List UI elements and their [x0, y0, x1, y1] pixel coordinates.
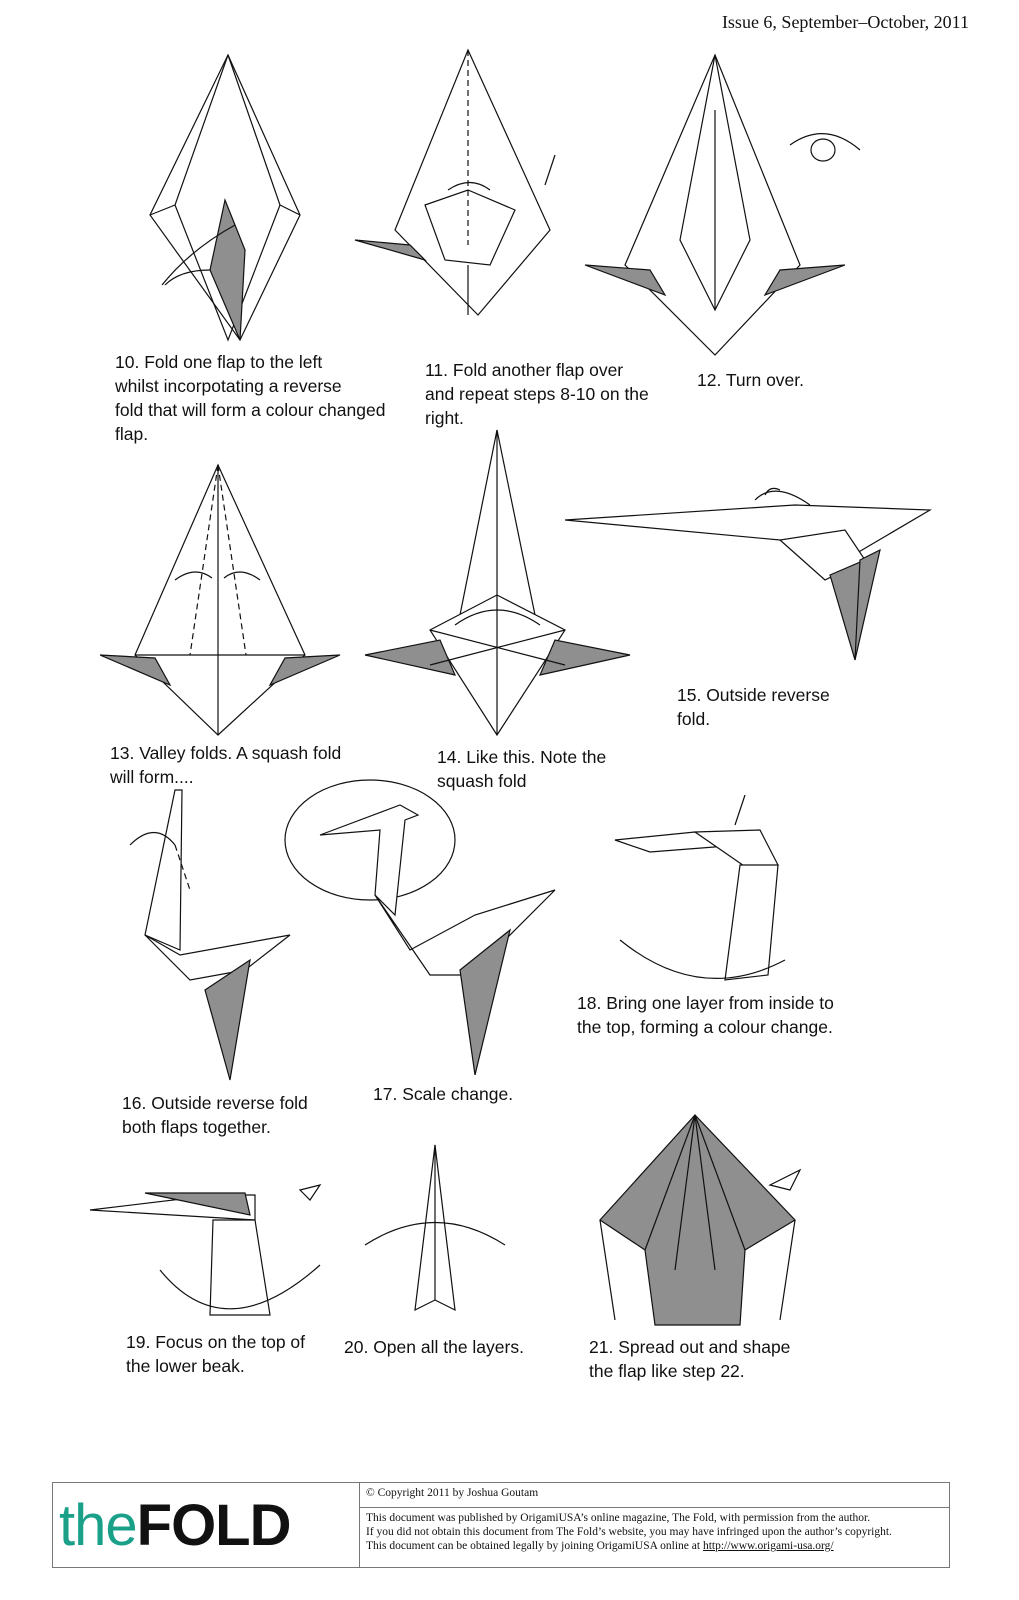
- step-17-caption: 17. Scale change.: [373, 1084, 514, 1104]
- logo-fold: FOLD: [136, 1492, 291, 1558]
- step-18-caption: 18. Bring one layer from inside to the top, forming a colour change.: [577, 993, 834, 1037]
- origami-usa-link[interactable]: http://www.origami-usa.org/: [702, 1540, 834, 1552]
- step-15-caption: 15. Outside reverse fold.: [677, 685, 830, 729]
- logo-the: the: [59, 1492, 137, 1558]
- step-19-caption: 19. Focus on the top of the lower beak.: [126, 1332, 306, 1376]
- obtain-notice: This document can be obtained legally by joining OrigamiUSA online at: [366, 1540, 703, 1552]
- diagram-step-15: [565, 480, 935, 670]
- diagram-step-11: [350, 45, 570, 325]
- step-13-caption: 13. Valley folds. A squash fold will form....: [110, 743, 342, 787]
- step-10-caption: 10. Fold one flap to the left whilst incorpotating a reverse fold that will form a colour changed flap.: [115, 352, 386, 444]
- step-20-caption: 20. Open all the layers.: [344, 1337, 524, 1357]
- diagram-step-21: [595, 1110, 810, 1335]
- diagram-step-19: [85, 1175, 330, 1325]
- the-fold-logo: [53, 1483, 360, 1567]
- step-21-caption: 21. Spread out and shape the flap like step 22.: [589, 1337, 791, 1381]
- issue-header: Issue 6, September–October, 2011: [721, 12, 969, 32]
- publish-notice: This document was published by OrigamiUSA’s online magazine, The Fold, with permission from the author.: [366, 1512, 871, 1524]
- diagram-step-17: [280, 775, 565, 1075]
- step-12-caption: 12. Turn over.: [697, 370, 805, 390]
- diagram-step-18: [610, 790, 860, 990]
- diagram-step-13: [100, 460, 345, 740]
- diagram-step-20: [360, 1140, 550, 1325]
- diagram-step-10: [140, 50, 320, 350]
- step-16-caption: 16. Outside reverse fold both flaps together.: [122, 1093, 308, 1137]
- copyright-warning: If you did not obtain this document from The Fold’s website, you may have infringed upon the author’s copyright.: [366, 1526, 892, 1538]
- step-11-caption: 11. Fold another flap over and repeat steps 8-10 on the right.: [425, 360, 649, 428]
- footer: [52, 1482, 950, 1568]
- diagram-step-12: [580, 50, 870, 360]
- copyright: © Copyright 2011 by Joshua Goutam: [360, 1483, 949, 1508]
- step-14-caption: 14. Like this. Note the squash fold: [437, 747, 607, 791]
- diagram-step-16: [120, 785, 300, 1085]
